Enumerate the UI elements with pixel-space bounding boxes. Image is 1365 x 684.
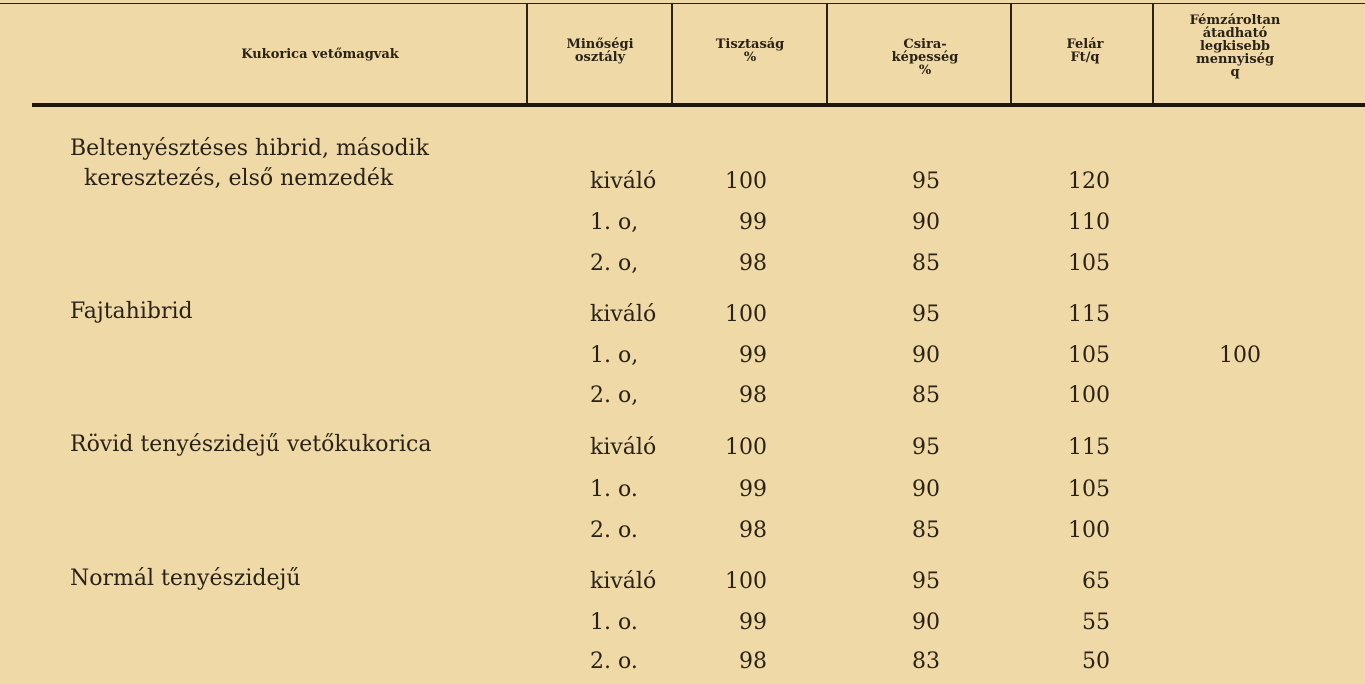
germination-value: 90 [912, 610, 940, 635]
fee-value: 55 [1082, 610, 1110, 635]
column-divider [671, 4, 673, 104]
table-row [0, 301, 1365, 337]
header-purity: Tisztaság % [715, 37, 785, 65]
germination-value: 95 [912, 435, 940, 460]
column-divider [1152, 4, 1154, 104]
table-row [0, 250, 1365, 286]
quality-class: 1. o. [590, 477, 638, 502]
purity-value: 98 [739, 649, 767, 674]
group-name: keresztezés, első nemzedék [84, 166, 394, 191]
header-germination: Csira- képesség % [891, 37, 959, 78]
table-row [0, 568, 1365, 604]
fee-value: 120 [1068, 169, 1110, 194]
fee-value: 115 [1068, 435, 1110, 460]
column-divider [826, 4, 828, 104]
group-name: Beltenyésztéses hibrid, második [70, 136, 429, 161]
header-seed-name: Kukorica vetőmagvak [241, 47, 399, 62]
quality-class: 2. o. [590, 649, 638, 674]
purity-value: 98 [739, 251, 767, 276]
table-row [0, 434, 1365, 470]
column-divider [1010, 4, 1012, 104]
group-name: Rövid tenyészidejű vetőkukorica [70, 432, 432, 457]
header-min-quantity: Fémzároltan átadható legkisebb mennyiség q [1189, 13, 1281, 80]
table-row [0, 168, 1365, 204]
purity-value: 99 [739, 477, 767, 502]
group-name: Normál tenyészidejű [70, 566, 301, 591]
quality-class: kiváló [590, 435, 657, 460]
purity-value: 100 [725, 302, 767, 327]
header-quality-class: Minőségi osztály [566, 37, 634, 65]
top-border [0, 3, 1365, 4]
quality-class: 2. o. [590, 518, 638, 543]
germination-value: 83 [912, 649, 940, 674]
germination-value: 90 [912, 210, 940, 235]
quality-class: 2. o, [590, 383, 639, 408]
fee-value: 105 [1068, 343, 1110, 368]
germination-value: 85 [912, 251, 940, 276]
table-row [0, 609, 1365, 645]
purity-value: 100 [725, 435, 767, 460]
purity-value: 100 [725, 569, 767, 594]
germination-value: 90 [912, 343, 940, 368]
fee-value: 105 [1068, 477, 1110, 502]
fee-value: 105 [1068, 251, 1110, 276]
fee-value: 100 [1068, 518, 1110, 543]
table-row [0, 209, 1365, 245]
fee-value: 50 [1082, 649, 1110, 674]
germination-value: 90 [912, 477, 940, 502]
min-quantity-value: 100 [1219, 343, 1261, 368]
germination-value: 95 [912, 302, 940, 327]
quality-class: 1. o, [590, 343, 639, 368]
fee-value: 100 [1068, 383, 1110, 408]
table-row [0, 342, 1365, 378]
fee-value: 115 [1068, 302, 1110, 327]
germination-value: 95 [912, 569, 940, 594]
germination-value: 85 [912, 518, 940, 543]
header-rule [32, 103, 1365, 107]
quality-class: 1. o. [590, 610, 638, 635]
purity-value: 98 [739, 383, 767, 408]
table-row [0, 476, 1365, 512]
germination-value: 85 [912, 383, 940, 408]
column-divider [526, 4, 528, 104]
fee-value: 110 [1068, 210, 1110, 235]
quality-class: kiváló [590, 169, 657, 194]
header-fee: Felár Ft/q [1066, 37, 1104, 65]
purity-value: 99 [739, 210, 767, 235]
quality-class: 1. o, [590, 210, 639, 235]
purity-value: 98 [739, 518, 767, 543]
group-name: Fajtahibrid [70, 299, 193, 324]
purity-value: 100 [725, 169, 767, 194]
quality-class: kiváló [590, 569, 657, 594]
purity-value: 99 [739, 610, 767, 635]
fee-value: 65 [1082, 569, 1110, 594]
table-row [0, 517, 1365, 553]
germination-value: 95 [912, 169, 940, 194]
quality-class: 2. o, [590, 251, 639, 276]
table-row [0, 382, 1365, 418]
quality-class: kiváló [590, 302, 657, 327]
purity-value: 99 [739, 343, 767, 368]
